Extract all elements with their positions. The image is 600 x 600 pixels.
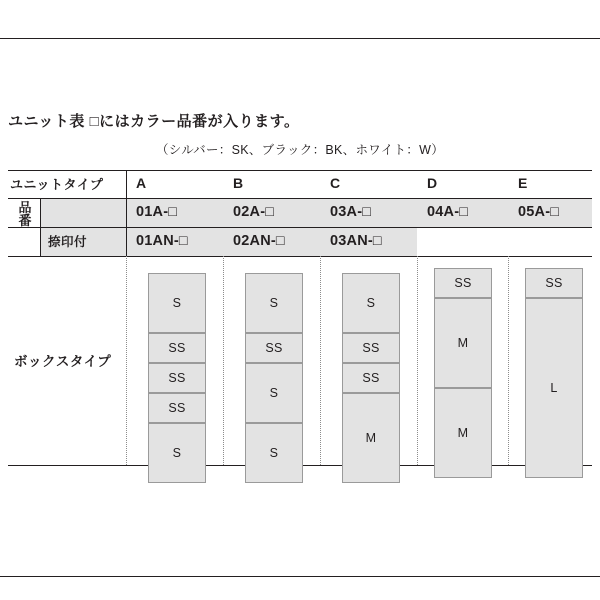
part-no-e: 05A-□ bbox=[518, 204, 560, 220]
unit-table bbox=[8, 170, 592, 465]
part-no-d: 04A-□ bbox=[427, 204, 469, 220]
title-note: □にはカラー品番が入ります。 bbox=[89, 113, 300, 130]
box-cell: M bbox=[434, 388, 492, 478]
table-rule-header bbox=[8, 198, 592, 199]
box-cell: L bbox=[525, 298, 583, 478]
box-cell: SS bbox=[434, 268, 492, 298]
column-divider-c bbox=[320, 256, 321, 465]
table-rule-partno bbox=[8, 227, 592, 228]
box-cell: SS bbox=[525, 268, 583, 298]
column-header-b: B bbox=[233, 175, 244, 191]
box-cell: SS bbox=[148, 363, 206, 393]
box-cell: M bbox=[342, 393, 400, 483]
column-header-c: C bbox=[330, 175, 341, 191]
subtitle: （シルバー：SK、ブラック：BK、ホワイト：W） bbox=[155, 143, 445, 157]
box-cell: SS bbox=[245, 333, 303, 363]
table-rule-stamp bbox=[8, 256, 592, 257]
part-no-c: 03A-□ bbox=[330, 204, 372, 220]
row-header-stamp: 捺印付 bbox=[48, 235, 88, 249]
box-cell: SS bbox=[148, 333, 206, 363]
column-header-a: A bbox=[136, 175, 147, 191]
table-rule-top bbox=[8, 170, 592, 171]
page-title bbox=[8, 110, 592, 131]
box-cell: SS bbox=[342, 333, 400, 363]
top-rule bbox=[0, 38, 600, 39]
part-no-a: 01A-□ bbox=[136, 204, 178, 220]
row-header-part-no bbox=[14, 201, 36, 253]
label-column-divider bbox=[126, 170, 127, 256]
part-no-stamp-b: 02AN-□ bbox=[233, 233, 285, 249]
box-stack-a bbox=[148, 273, 206, 483]
part-no-stamp-c: 03AN-□ bbox=[330, 233, 382, 249]
column-divider-e bbox=[508, 256, 509, 465]
box-cell: S bbox=[148, 273, 206, 333]
column-divider-a bbox=[126, 256, 127, 465]
row-header-part-no-char-1: 品 bbox=[18, 200, 32, 215]
column-divider-b bbox=[223, 256, 224, 465]
partno-label-divider bbox=[40, 198, 41, 256]
box-cell: SS bbox=[342, 363, 400, 393]
row-header-box-type: ボックスタイプ bbox=[14, 354, 112, 369]
part-no-b: 02A-□ bbox=[233, 204, 275, 220]
box-stack-d bbox=[434, 268, 492, 478]
title-main: ユニット表 bbox=[8, 113, 85, 130]
box-stack-c bbox=[342, 273, 400, 483]
part-no-stamp-a: 01AN-□ bbox=[136, 233, 188, 249]
column-header-d: D bbox=[427, 175, 438, 191]
box-stack-b bbox=[245, 273, 303, 483]
box-cell: S bbox=[342, 273, 400, 333]
row-header-unit-type: ユニットタイプ bbox=[10, 177, 104, 192]
box-cell: S bbox=[148, 423, 206, 483]
box-cell: M bbox=[434, 298, 492, 388]
bottom-rule bbox=[0, 576, 600, 577]
box-cell: S bbox=[245, 423, 303, 483]
column-header-e: E bbox=[518, 175, 528, 191]
box-stack-e bbox=[525, 268, 583, 478]
box-cell: S bbox=[245, 363, 303, 423]
box-cell: S bbox=[245, 273, 303, 333]
part-no-band-mask bbox=[417, 227, 592, 256]
column-divider-d bbox=[417, 256, 418, 465]
row-header-part-no-char-2: 番 bbox=[18, 213, 32, 228]
box-cell: SS bbox=[148, 393, 206, 423]
